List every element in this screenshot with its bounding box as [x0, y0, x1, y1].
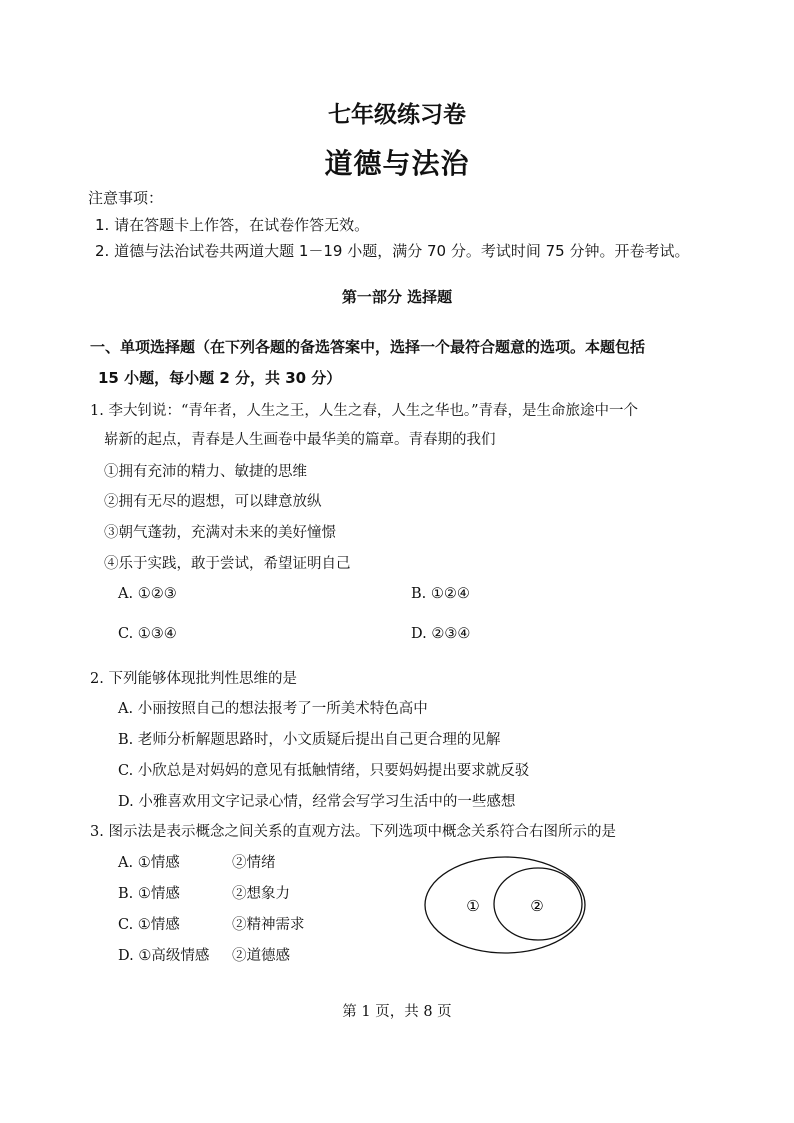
q3-option-d-first: D. ①高级情感	[118, 948, 210, 964]
concept-diagram	[420, 850, 590, 960]
q2-option-c: C. 小欣总是对妈妈的意见有抵触情绪，只要妈妈提出要求就反驳	[118, 763, 530, 779]
q2-option-a: A. 小丽按照自己的想法报考了一所美术特色高中	[118, 701, 428, 717]
section-header-line1: 一、单项选择题（在下列各题的备选答案中，选择一个最符合题意的选项。本题包括	[90, 338, 646, 356]
q1-option-c: C. ①③④	[118, 626, 177, 642]
section-header-line2: 15 小题，每小题 2 分，共 30 分）	[98, 369, 342, 387]
notice-heading: 注意事项：	[88, 189, 164, 207]
inner-label: ②	[530, 897, 544, 915]
outer-ellipse	[425, 857, 585, 953]
q2-option-d: D. 小雅喜欢用文字记录心情，经常会写学习生活中的一些感想	[118, 794, 516, 810]
subject-title: 道德与法治	[324, 147, 470, 180]
q1-stem-line1: 1. 李大钊说：“青年者，人生之王，人生之春，人生之华也。”青春，是生命旅途中一个	[90, 403, 639, 419]
q1-option-a: A. ①②③	[118, 586, 177, 602]
q2-stem: 2. 下列能够体现批判性思维的是	[90, 671, 297, 687]
q3-option-a-second: ②情绪	[232, 855, 276, 871]
notice-item-1: 1. 请在答题卡上作答，在试卷作答无效。	[95, 216, 370, 234]
q1-statement-3: ③朝气蓬勃，充满对未来的美好憧憬	[104, 525, 336, 541]
q1-statement-2: ②拥有无尽的遐想，可以肆意放纵	[104, 494, 322, 510]
q1-stem-line2: 崭新的起点，青春是人生画卷中最华美的篇章。青春期的我们	[104, 432, 496, 448]
q3-option-c-first: C. ①情感	[118, 917, 180, 933]
q3-option-a-first: A. ①情感	[118, 855, 180, 871]
part-title: 第一部分 选择题	[341, 288, 453, 306]
q3-option-b-first: B. ①情感	[118, 886, 180, 902]
q1-option-d: D. ②③④	[411, 626, 471, 642]
notice-item-2: 2. 道德与法治试卷共两道大题 1－19 小题，满分 70 分。考试时间 75 分钟。开卷考试。	[95, 242, 690, 260]
q3-option-b-second: ②想象力	[232, 886, 290, 902]
q1-statement-4: ④乐于实践，敢于尝试，希望证明自己	[104, 556, 351, 572]
q2-option-b: B. 老师分析解题思路时，小文质疑后提出自己更合理的见解	[118, 732, 501, 748]
q3-option-c-second: ②精神需求	[232, 917, 305, 933]
outer-label: ①	[466, 897, 480, 915]
q3-option-d-second: ②道德感	[232, 948, 290, 964]
exam-title: 七年级练习卷	[328, 101, 466, 128]
page-number: 第 1 页，共 8 页	[342, 1004, 452, 1020]
q1-option-b: B. ①②④	[411, 586, 470, 602]
q3-stem: 3. 图示法是表示概念之间关系的直观方法。下列选项中概念关系符合右图所示的是	[90, 824, 616, 840]
q1-statement-1: ①拥有充沛的精力、敏捷的思维	[104, 464, 307, 480]
